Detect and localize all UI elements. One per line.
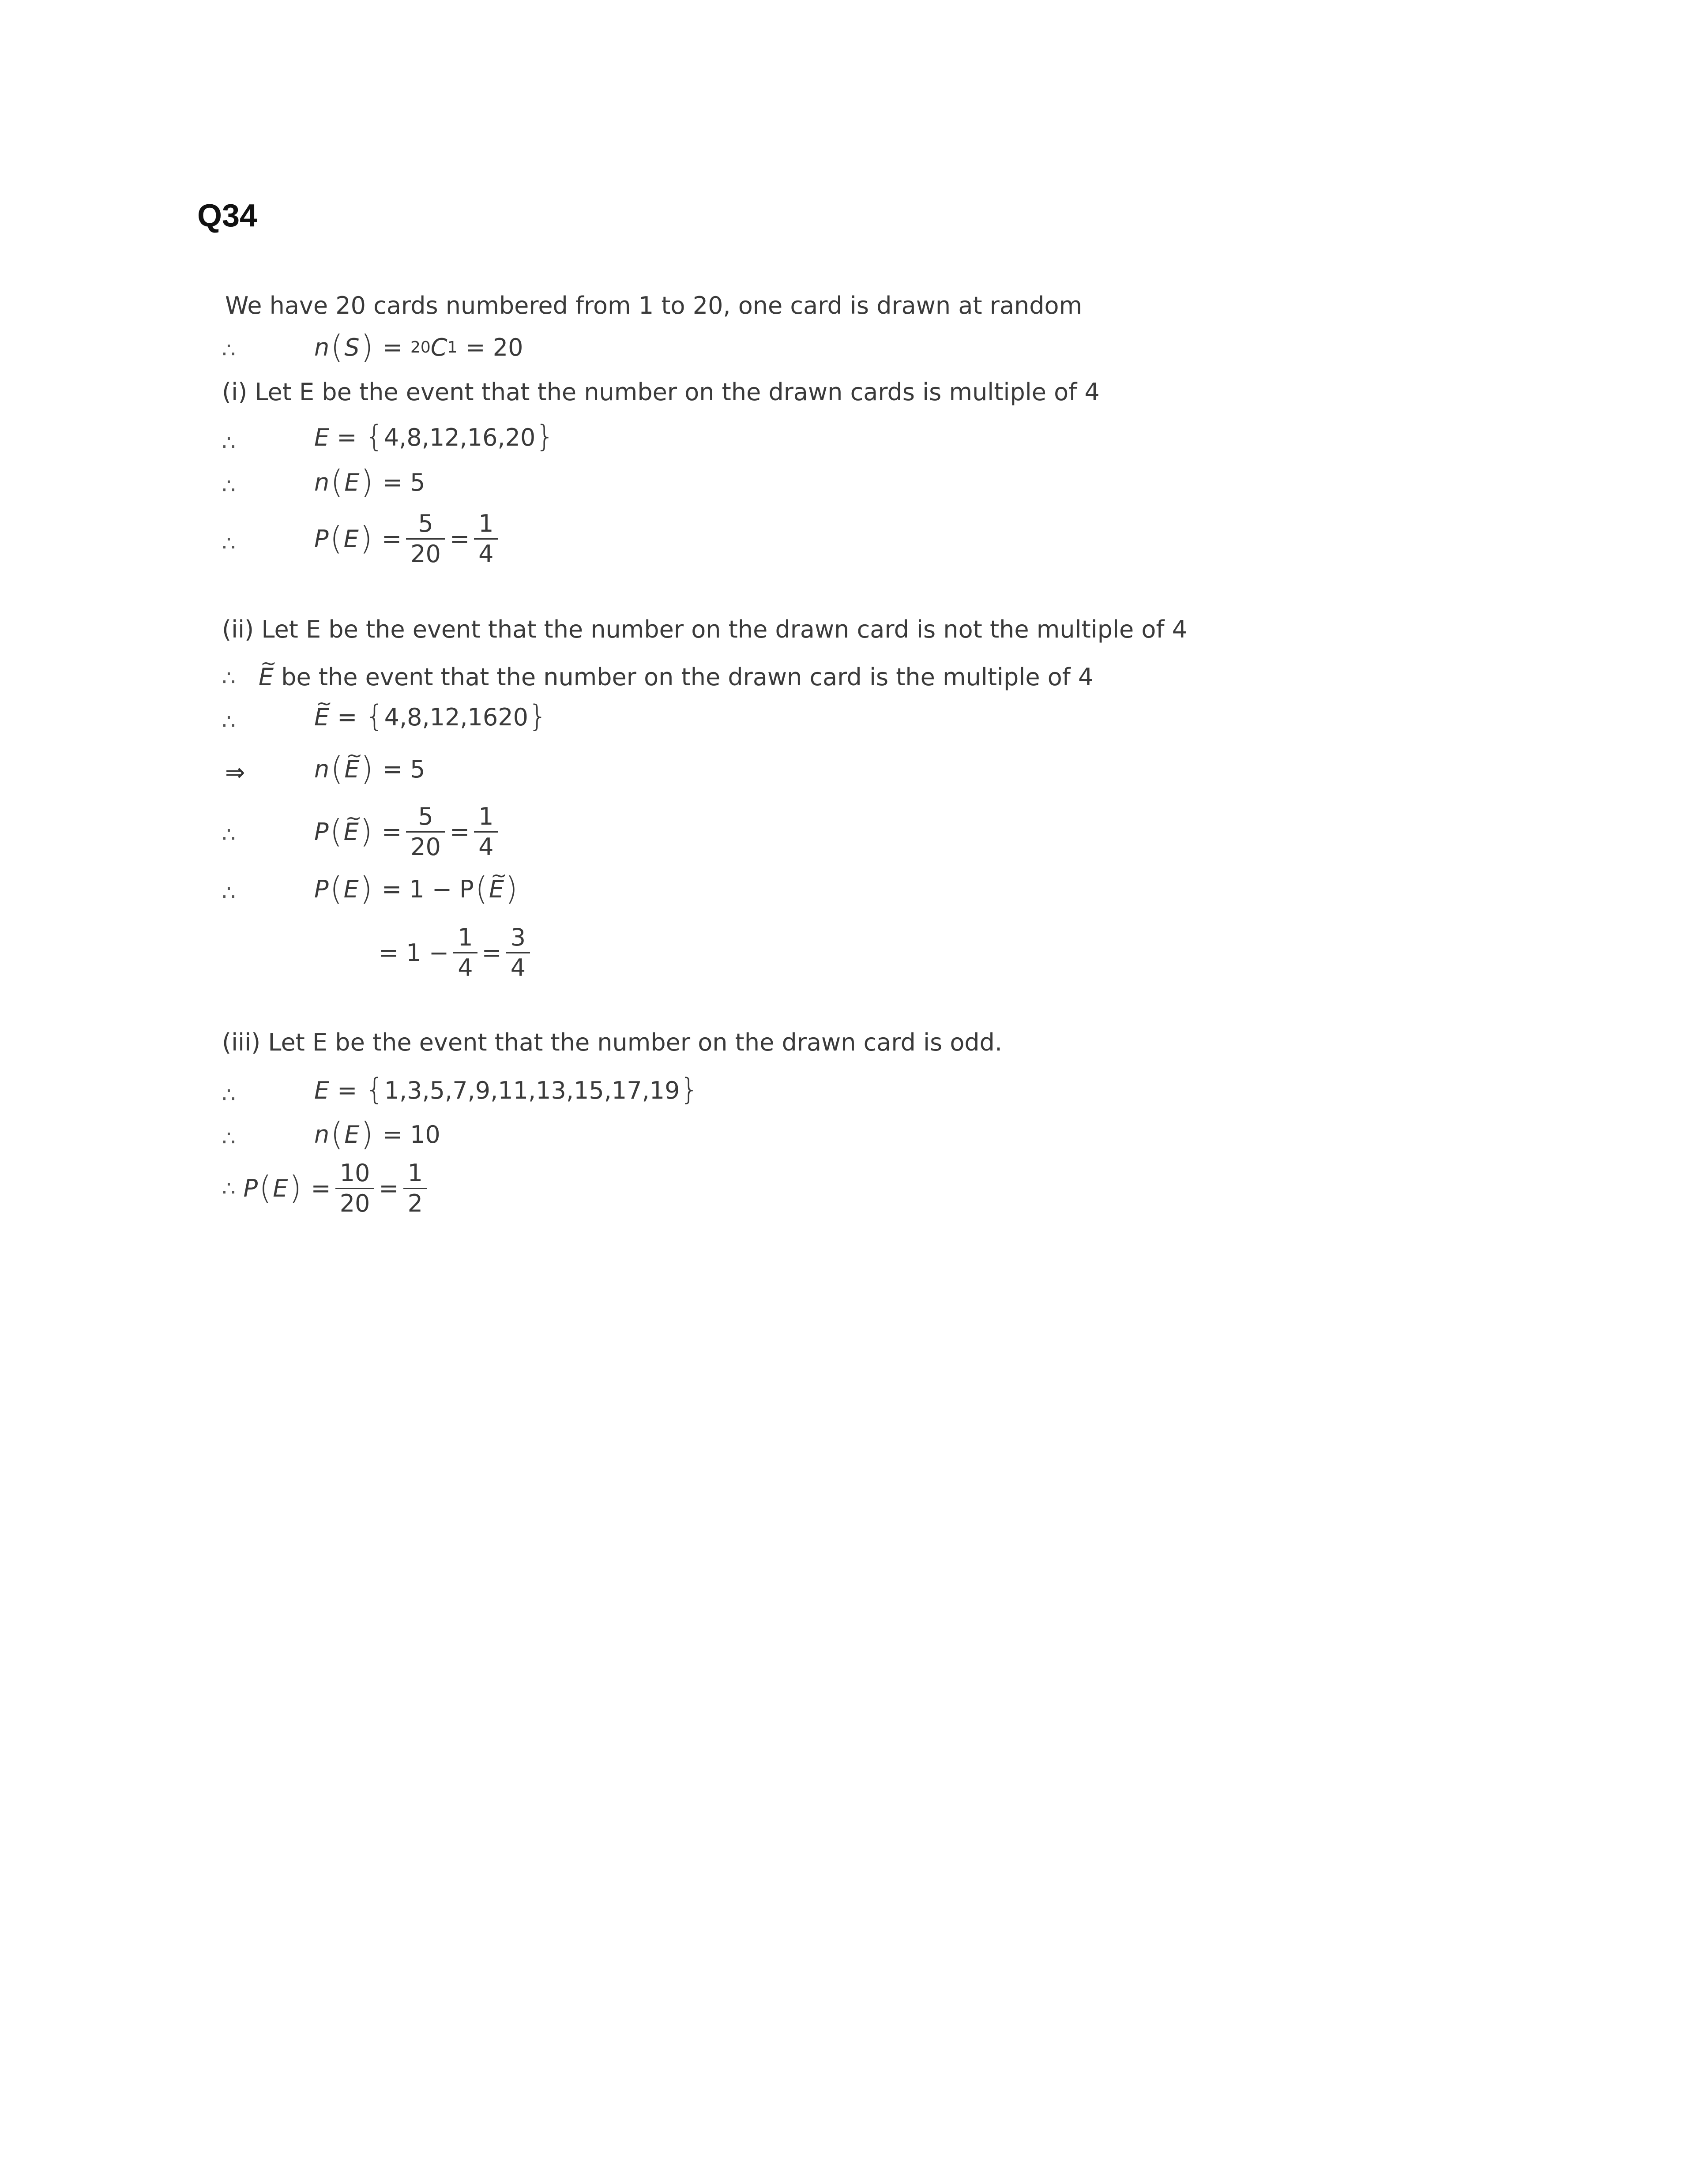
part-ii-final-result: = 1 − $\frac{1}{4}$ = $\frac{3}{4}$ bbox=[379, 926, 534, 980]
n-symbol: n bbox=[314, 334, 330, 361]
part-ii-text: Let E be the event that the number on the drawn card is not the multiple of 4 bbox=[261, 615, 1187, 643]
part-iii-set-equation: E = { 1,3,5,7,9,11,13,15,17,19 } bbox=[314, 1072, 699, 1107]
part-i-probability-equation: P ( E ) = $\frac{5}{20}$ = $\frac{1}{4}$ bbox=[314, 512, 502, 566]
s-symbol: S bbox=[344, 334, 360, 361]
fraction: $\frac{10}{20}$ bbox=[335, 1161, 375, 1216]
part-i-text: Let E be the event that the number on the drawn cards is multiple of 4 bbox=[255, 378, 1100, 406]
fraction: $\frac{1}{2}$ bbox=[403, 1161, 427, 1216]
set-values: 4,8,12,16,20 bbox=[383, 424, 536, 451]
therefore-symbol: ∴ bbox=[222, 1126, 236, 1151]
final-prefix: = 1 − bbox=[379, 938, 449, 967]
sample-result: = 20 bbox=[465, 334, 523, 361]
therefore-symbol: ∴ bbox=[222, 474, 236, 499]
part-ii-statement bbox=[222, 615, 1187, 643]
fraction: $\frac{5}{20}$ bbox=[406, 805, 445, 859]
part-ii-count-equation: n ( ~ E ) = 5 bbox=[314, 754, 425, 785]
part-iii-count-equation: n ( E ) = 10 bbox=[314, 1115, 440, 1152]
part-ii-complement-probability: P ( ~ E ) = $\frac{5}{20}$ = $\frac{1}{4}$ bbox=[314, 805, 502, 859]
combination-subscript: 1 bbox=[447, 338, 458, 356]
question-title: Q34 bbox=[197, 198, 258, 233]
part-i-statement bbox=[222, 380, 1100, 404]
combination-superscript: 20 bbox=[410, 338, 431, 356]
therefore-symbol: ∴ bbox=[222, 531, 236, 556]
therefore-symbol: ∴ bbox=[222, 338, 236, 363]
count-result: = 5 bbox=[382, 469, 425, 496]
part-i-set-equation: E = { 4,8,12,16,20 } bbox=[314, 419, 555, 454]
therefore-symbol: ∴ bbox=[222, 709, 236, 734]
fraction: $\frac{1}{4}$ bbox=[453, 926, 477, 980]
part-ii-probability-equation: P ( E ) = 1 − P ( ~ E ) bbox=[314, 874, 519, 905]
therefore-symbol: ∴ bbox=[222, 822, 236, 847]
part-ii-set-equation: ~ E = { 4,8,12,1620 } bbox=[314, 702, 547, 732]
intro-text: We have 20 cards numbered from 1 to 20, one card is drawn at random bbox=[225, 292, 1083, 319]
count-result: = 5 bbox=[382, 755, 425, 783]
set-values: 4,8,12,1620 bbox=[384, 703, 528, 731]
combination-c: C bbox=[430, 334, 447, 361]
set-values: 1,3,5,7,9,11,13,15,17,19 bbox=[384, 1077, 680, 1104]
part-i-label: (i) bbox=[222, 378, 248, 406]
part-iii-statement bbox=[222, 1028, 1003, 1056]
complement-e: ~ E bbox=[259, 665, 274, 689]
p-symbol: P bbox=[314, 525, 329, 553]
part-ii-line2: be the event that the number on the drawn card is the multiple of 4 bbox=[281, 663, 1094, 691]
part-iii-label: (iii) bbox=[222, 1028, 261, 1056]
part-ii-complement-statement: ∴ ~ E be the event that the number on the drawn card is the multiple of 4 bbox=[222, 665, 1093, 689]
part-ii-label: (ii) bbox=[222, 615, 254, 643]
sample-space-equation: n ( S ) = 20 C 1 = 20 bbox=[314, 328, 523, 365]
therefore-symbol: ∴ bbox=[222, 881, 236, 905]
fraction: $\frac{1}{4}$ bbox=[474, 512, 498, 566]
therefore-symbol: ∴ bbox=[222, 1083, 236, 1107]
fraction: $\frac{1}{4}$ bbox=[474, 805, 498, 859]
therefore-symbol: ∴ bbox=[222, 431, 236, 455]
fraction: $\frac{3}{4}$ bbox=[506, 926, 530, 980]
part-iii-probability-equation: ∴ P ( E ) = $\frac{10}{20}$ = $\frac{1}{2}$ bbox=[222, 1161, 432, 1216]
set-lhs: E = bbox=[314, 424, 357, 451]
n-symbol: n bbox=[314, 469, 330, 496]
implies-symbol: ⇒ bbox=[225, 758, 245, 786]
equals-sign: = bbox=[382, 334, 402, 361]
count-result: = 10 bbox=[382, 1121, 440, 1148]
part-i-count-equation: n ( E ) = 5 bbox=[314, 463, 425, 500]
complement-rhs: = 1 − P bbox=[381, 875, 474, 903]
part-iii-text: Let E be the event that the number on the drawn card is odd. bbox=[268, 1028, 1003, 1056]
fraction: $\frac{5}{20}$ bbox=[406, 512, 445, 566]
